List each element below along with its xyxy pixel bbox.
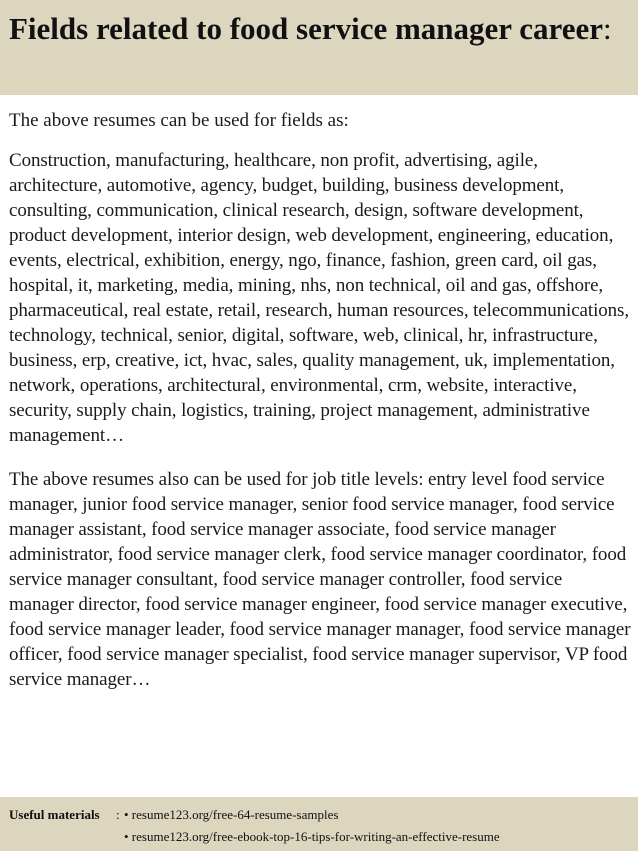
page-title-text: Fields related to food service manager career — [9, 11, 603, 46]
footer-link-resume-samples[interactable]: • resume123.org/free-64-resume-samples — [124, 807, 339, 822]
useful-materials-label: Useful materials — [9, 807, 100, 822]
footer-link-ebook-tips[interactable]: • resume123.org/free-ebook-top-16-tips-for-writing-an-effective-resume — [124, 829, 500, 844]
job-levels-text: The above resumes also can be used for job title levels: entry level food service manager, junior food service manager, senior food service manager, food service manager assistant, food service manager associate, food service manager administrator, food service manager clerk, food service manager coordinator, food service manager consultant, food service manager controller, food service manager director, food service manager engineer, food service manager executive, food service manager leader, food service manager manager, food service manager officer, food service manager specialist, food service manager supervisor, VP food service manager… — [9, 469, 631, 690]
page-title-colon: : — [602, 11, 612, 46]
fields-list: Construction, manufacturing, healthcare, non profit, advertising, agile, architecture, automotive, agency, budget, building, business development, consulting, communication, clinical research, design, software development, product development, interior design, web development, engineering, education, events, electrical, exhibition, energy, ngo, finance, fashion, green card, oil gas, hospital, it, marketing, media, mining, nhs, non technical, oil and gas, offshore, pharmaceutical, real estate, retail, research, human resources, telecommunications, technology, technical, senior, digital, software, web, clinical, hr, infrastructure, business, erp, creative, ict, hvac, sales, quality management, uk, implementation, network, operations, architectural, environmental, crm, website, interactive, security, supply chain, logistics, training, project management, administrative management… — [9, 150, 629, 446]
main-content — [9, 108, 631, 692]
intro-text: The above resumes can be used for fields as: — [9, 110, 349, 131]
useful-materials-colon: : — [116, 807, 120, 822]
page-title — [9, 8, 629, 50]
